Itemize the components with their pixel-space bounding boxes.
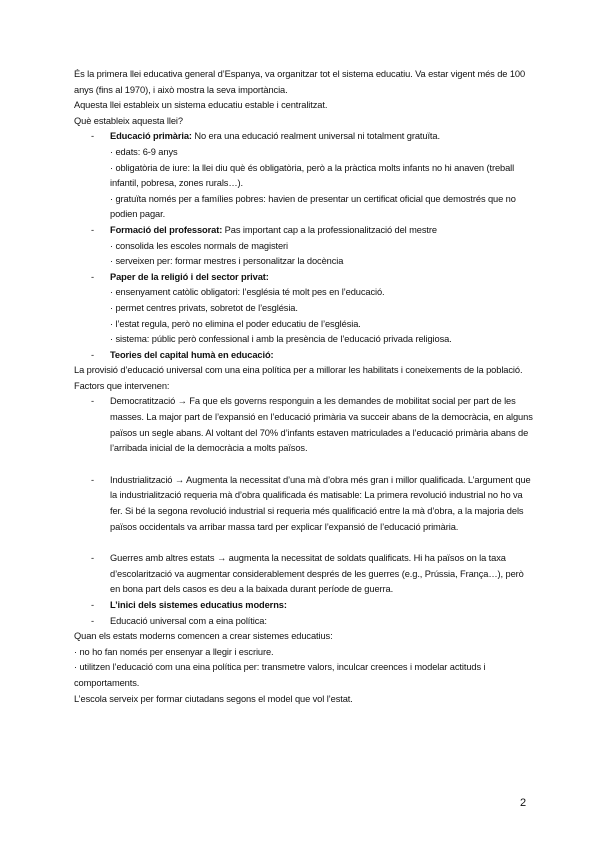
dash-bullet: -: [91, 553, 94, 564]
list-item-capital: [74, 348, 534, 364]
sub-item: · permet centres privats, sobretot de l’església.: [110, 302, 298, 313]
dash-bullet: -: [91, 131, 94, 142]
closing-line: L’escola serveix per formar ciutadans segons el model que vol l’estat.: [74, 693, 353, 704]
closing-line: · no ho fan només per ensenyar a llegir i escriure.: [74, 646, 274, 657]
sub-item: · sistema: públic però confessional i amb la presència de l’educació privada religiosa.: [110, 334, 452, 345]
dash-bullet: -: [91, 349, 94, 360]
intro-question: Què estableix aquesta llei?: [74, 115, 183, 126]
spacer: [74, 535, 534, 551]
intro-paragraph: És la primera llei educativa general d’Espanya, va organitzar tot el sistema educatiu. Va estar vigent més de 100 anys (fins al 1970), i això mostra la seva importància.: [74, 69, 526, 95]
inici-title: L’inici dels sistemes educatius moderns:: [110, 600, 287, 610]
list-item-primaria: [74, 129, 534, 145]
list-item-inici: [74, 598, 534, 614]
dash-bullet: -: [91, 271, 94, 282]
guerres-text: Guerres amb altres estats → augmenta la necessitat de soldats qualificats. Hi ha països on la taxa d’escolarització va augmentar considerablement després de les guerres (e.g., Prússia, França…), però en bona part dels casos es deu a la baixada durant període de guerra.: [110, 553, 524, 595]
dash-bullet: -: [91, 224, 94, 235]
list-item-professorat: [74, 223, 534, 239]
democratitzacio-text: Democratització → Fa que els governs responguin a les demandes de mobilitat social per part de les masses. La major part de l’expansió en l’educació primària va succeir abans de la democràcia, en alguns països un segle abans. Al voltant del 70% d’infants estaven matriculades a l’educació primària abans de l’arribada inicial de la democràcia a molts països.: [110, 396, 533, 454]
primaria-text: No era una educació realment universal ni totalment gratuïta.: [191, 131, 440, 142]
sub-item: · serveixen per: formar mestres i personalitzar la docència: [110, 256, 344, 267]
page-number: 2: [520, 797, 527, 809]
dash-bullet: -: [91, 474, 94, 485]
list-item-religio: [74, 270, 534, 286]
sub-item: · gratuïta només per a famílies pobres: havien de presentar un certificat oficial que demostrés que no podien pagar.: [110, 193, 516, 220]
sub-item: · consolida les escoles normals de magisteri: [110, 240, 289, 251]
sub-item: · edats: 6-9 anys: [110, 146, 178, 157]
page-content: [74, 67, 534, 707]
religio-title: Paper de la religió i del sector privat:: [110, 271, 269, 282]
capital-paragraph: La provisió d’educació universal com una eina política per a millorar les habilitats i coneixements de la població.: [74, 365, 523, 376]
spacer: [74, 457, 534, 473]
sub-item: · ensenyament catòlic obligatori: l’església té molt pes en l’educació.: [110, 287, 385, 298]
dash-bullet: -: [91, 600, 94, 610]
primaria-title: Educació primària:: [110, 131, 192, 142]
eina-text: Educació universal com a eina política:: [110, 615, 267, 626]
closing-line: Quan els estats moderns comencen a crear sistemes educatius:: [74, 631, 333, 642]
sub-item: · l’estat regula, però no elimina el poder educatiu de l’església.: [110, 318, 361, 329]
factors-label: Factors que intervenen:: [74, 380, 170, 391]
dash-bullet: -: [91, 615, 94, 626]
sub-item: · obligatòria de iure: la llei diu què és obligatòria, però a la pràctica molts infants no hi anaven (treball infantil, pobresa, zones rurals…).: [110, 162, 515, 189]
list-item-industrialitzacio: [74, 473, 534, 535]
list-item-democratitzacio: [74, 394, 534, 456]
capital-title: Teories del capital humà en educació:: [110, 349, 274, 360]
dash-bullet: -: [91, 396, 94, 407]
closing-line: · utilitzen l’educació com una eina política per: transmetre valors, inculcar creences i modelar actituds i comportaments.: [74, 662, 486, 688]
professorat-title: Formació del professorat:: [110, 224, 223, 235]
professorat-text: Pas important cap a la professionalització del mestre: [222, 224, 437, 235]
industrialitzacio-text: Industrialització → Augmenta la necessitat d’una mà d’obra més gran i millor qualificada. L’argument que la industrialització requeria mà d’obra qualificada és matisable: La primera revolució industrial no ho va fer. Si bé la segona revolució industrial si requeria més qualificació entre la mà d’obra, a la majoria dels països occidentals va arribar massa tard per explicar l’expansió de l’educació primària.: [110, 474, 531, 532]
intro-statement: Aquesta llei estableix un sistema educatiu estable i centralitzat.: [74, 100, 328, 111]
list-item-guerres: [74, 551, 534, 598]
list-item-eina: [74, 614, 534, 630]
